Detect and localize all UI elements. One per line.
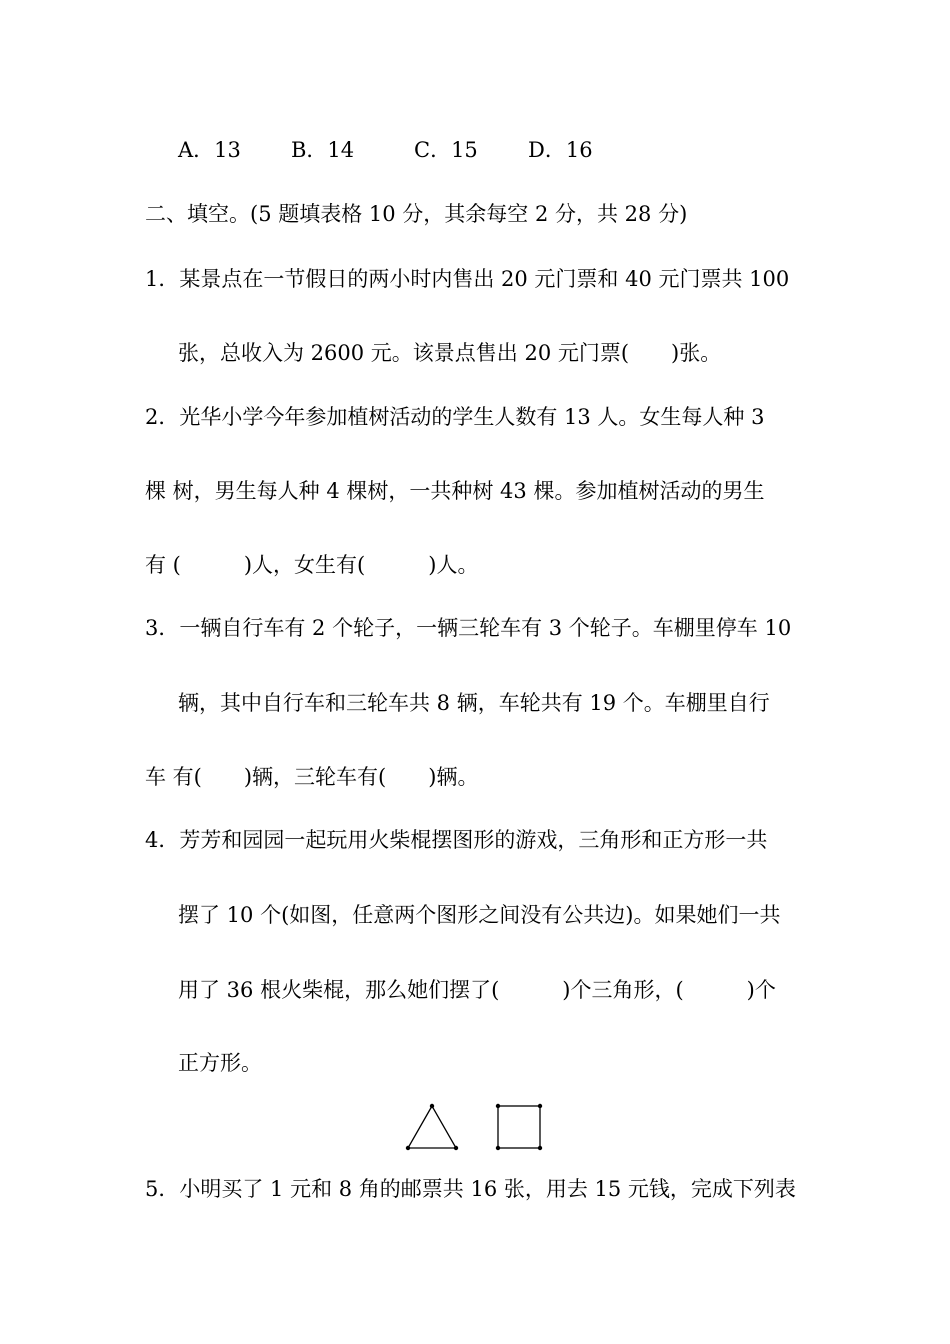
option-a: A．13: [178, 138, 241, 162]
q2-line1: 2．光华小学今年参加植树活动的学生人数有 13 人。女生每人种 3: [145, 405, 765, 429]
section-header: 二、填空。(5 题填表格 10 分，其余每空 2 分，共 28 分): [145, 202, 688, 226]
q3-line1: 3．一辆自行车有 2 个轮子，一辆三轮车有 3 个轮子。车棚里停车 10: [145, 616, 792, 640]
q1-line1: 1．某景点在一节假日的两小时内售出 20 元门票和 40 元门票共 100: [145, 267, 790, 291]
option-d: D．16: [528, 138, 593, 162]
q2-line3: 有 ( )人，女生有( )人。: [145, 553, 479, 577]
matchstick-figure: [400, 1100, 550, 1155]
q4-line4: 正方形。: [178, 1051, 262, 1075]
triangle-figure: [406, 1104, 458, 1150]
q3-line2: 辆，其中自行车和三轮车共 8 辆，车轮共有 19 个。车棚里自行: [178, 691, 770, 715]
q4-line2: 摆了 10 个(如图，任意两个图形之间没有公共边)。如果她们一共: [178, 903, 781, 927]
q1-line2: 张，总收入为 2600 元。该景点售出 20 元门票( )张。: [178, 341, 722, 365]
q5-line1: 5．小明买了 1 元和 8 角的邮票共 16 张，用去 15 元钱，完成下列表: [145, 1177, 796, 1201]
option-c: C．15: [414, 138, 478, 162]
q4-line1: 4．芳芳和园园一起玩用火柴棍摆图形的游戏，三角形和正方形一共: [145, 828, 768, 852]
option-b: B．14: [291, 138, 355, 162]
q3-line3: 车 有( )辆，三轮车有( )辆。: [145, 765, 479, 789]
square-figure: [496, 1104, 542, 1150]
q4-line3: 用了 36 根火柴棍，那么她们摆了( )个三角形，( )个: [178, 978, 776, 1002]
q2-line2: 棵 树，男生每人种 4 棵树，一共种树 43 棵。参加植树活动的男生: [145, 479, 765, 503]
